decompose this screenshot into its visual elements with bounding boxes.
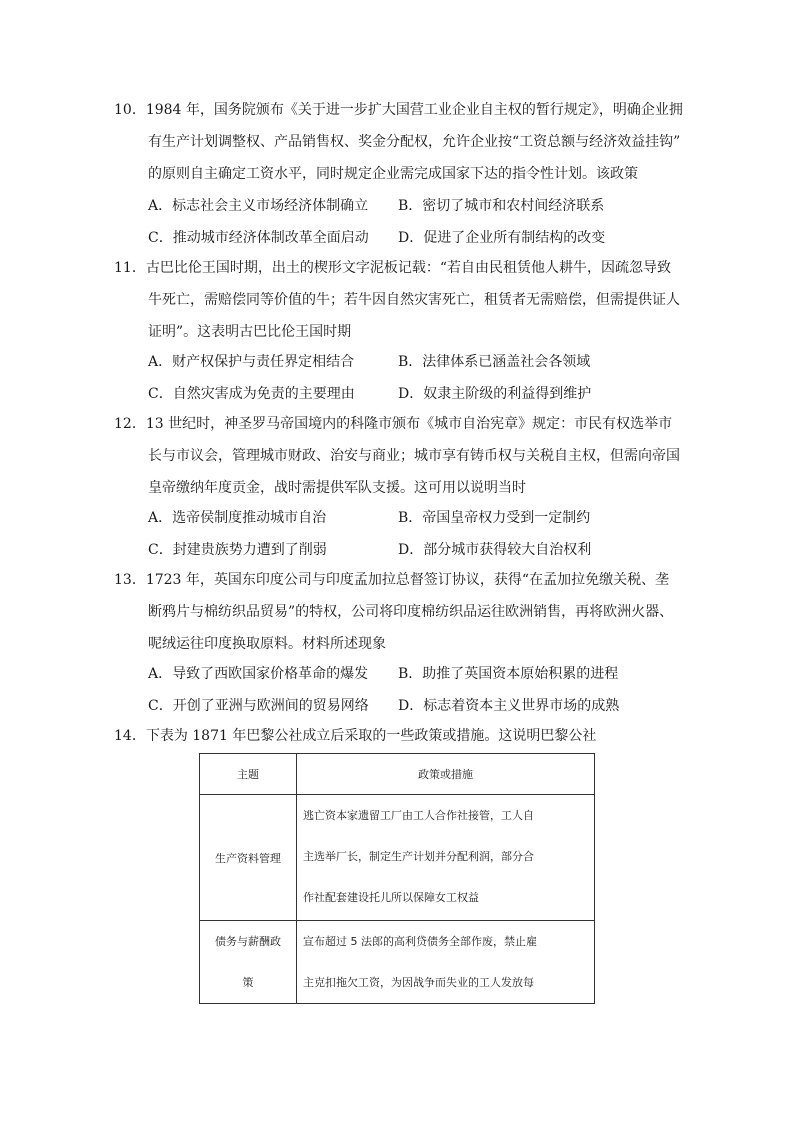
question-text-line: 1723 年，英国东印度公司与印度孟加拉总督签订协议，获得“在孟加拉免缴关税、垄 [145,572,670,588]
question-text-line: 长与市议会，管理城市财政、治安与商业；城市享有铸币权与关税自主权，但需向帝国 [148,448,680,464]
option-d[interactable]: D．奴隶主阶级的利益得到维护 [398,386,592,402]
table-cell-topic [200,921,297,1004]
question-text-line: 皇帝缴纳年度贡金，战时需提供军队支援。这可用以说明当时 [148,480,526,496]
cell-text-line: 宣布超过 5 法郎的高利贷债务全部作废，禁止雇 [303,935,537,948]
option-c[interactable]: C．开创了亚洲与欧洲间的贸易网络 [148,698,369,714]
option-a[interactable]: A．选帝侯制度推动城市自治 [148,510,327,526]
cell-text-line: 策 [242,976,254,989]
option-d[interactable]: D．部分城市获得较大自治权利 [398,542,592,558]
table-header: 政策或措施 [297,754,595,795]
table-cell-policy [297,795,595,921]
question-text-line: 13 世纪时，神圣罗马帝国境内的科隆市颁布《城市自治宪章》规定：市民有权选举市 [145,416,673,432]
question-number: 13． [114,572,146,588]
question-text-line: 1984 年，国务院颁布《关于进一步扩大国营工业企业自主权的暂行规定》，明确企业拥 [145,102,683,118]
cell-text-line: 主选举厂长，制定生产计划并分配利润，部分合 [303,850,534,863]
question-text-line: 有生产计划调整权、产品销售权、奖金分配权，允许企业按“工资总额与经济效益挂钩” [148,134,681,150]
question-text-line: 下表为 1871 年巴黎公社成立后采取的一些政策或措施。这说明巴黎公社 [145,728,597,744]
option-d[interactable]: D．促进了企业所有制结构的改变 [398,230,606,246]
question-text-line: 断鸦片与棉纺织品贸易”的特权，公司将印度棉纺织品运往欧洲销售，再将欧洲火器、 [148,604,674,620]
table-header: 主题 [200,754,297,795]
option-b[interactable]: B．帝国皇帝权力受到一定制约 [398,510,591,526]
cell-text-line: 主克扣拖欠工资，为因战争而失业的工人发放每 [303,976,534,989]
policy-table [199,753,595,1004]
question-number: 11． [114,260,146,276]
question-number: 14． [114,728,146,744]
question-number: 10． [114,102,146,118]
cell-text-line: 债务与薪酬政 [215,935,281,948]
question-text-line: 牛死亡，需赔偿同等价值的牛；若牛因自然灾害死亡，租赁者无需赔偿，但需提供证人 [148,292,680,308]
option-a[interactable]: A．财产权保护与责任界定相结合 [148,354,355,370]
cell-text-line: 逃亡资本家遗留工厂由工人合作社接管，工人自 [303,809,534,822]
table-cell-policy [297,921,595,1004]
question-text-line: 古巴比伦王国时期，出土的楔形文字泥板记载：“若自由民租赁他人耕牛，因疏忽导致 [145,260,671,276]
question-text-line: 的原则自主确定工资水平，同时规定企业需完成国家下达的指令性计划。该政策 [148,166,638,182]
option-c[interactable]: C．自然灾害成为免责的主要理由 [148,386,355,402]
table-header-row [200,754,595,795]
option-b[interactable]: B．法律体系已涵盖社会各领域 [398,354,591,370]
table-cell-topic [200,795,297,921]
table-row [200,795,595,921]
option-b[interactable]: B．助推了英国资本原始积累的进程 [398,666,619,682]
question-text-line: 证明”。这表明古巴比伦王国时期 [148,324,352,340]
cell-text-line: 作社配套建设托儿所以保障女工权益 [303,891,479,904]
question-number: 12． [114,416,146,432]
option-b[interactable]: B．密切了城市和农村间经济联系 [398,198,605,214]
table-row [200,921,595,1004]
cell-text-line: 生产资料管理 [215,851,281,865]
option-c[interactable]: C．推动城市经济体制改革全面启动 [148,230,369,246]
option-c[interactable]: C．封建贵族势力遭到了削弱 [148,542,327,558]
option-d[interactable]: D．标志着资本主义世界市场的成熟 [398,698,620,714]
question-text-line: 呢绒运往印度换取原料。材料所述现象 [148,636,386,652]
option-a[interactable]: A．导致了西欧国家价格革命的爆发 [148,666,369,682]
option-a[interactable]: A．标志社会主义市场经济体制确立 [148,198,369,214]
